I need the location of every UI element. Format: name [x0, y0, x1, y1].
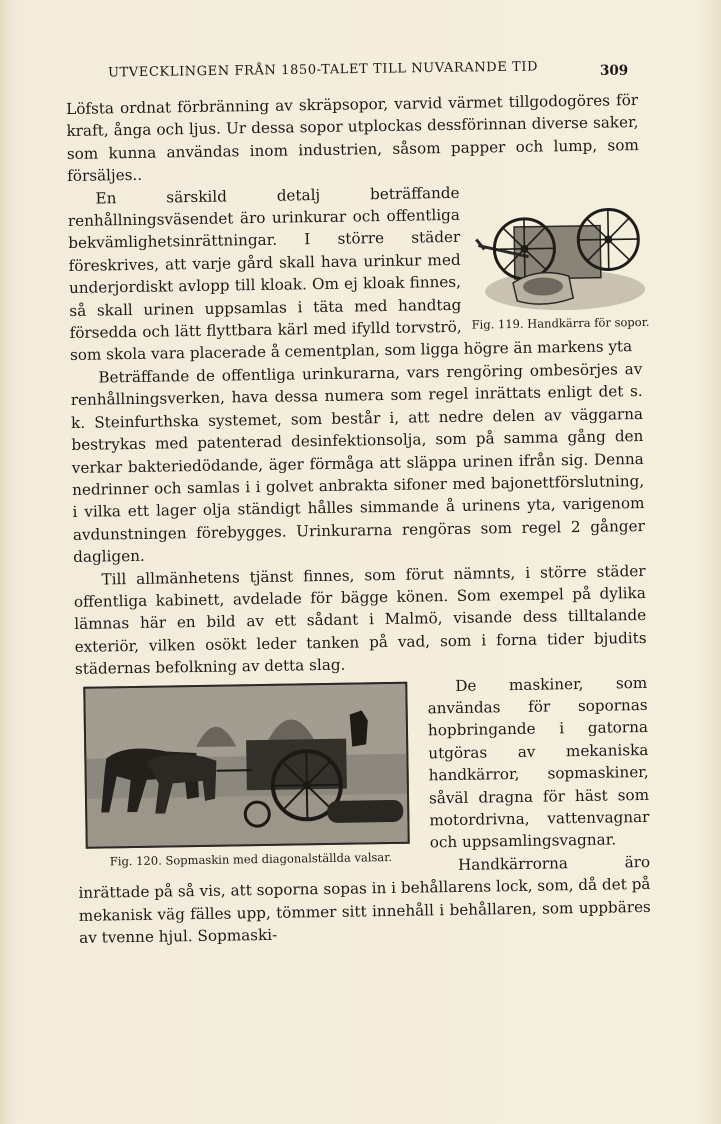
- figure-119: [467, 184, 651, 331]
- street-sweeper-photo: [83, 681, 410, 848]
- paragraph-4: Till allmänhetens tjänst finnes, som förut nämnts, i större städer offentliga kabinett, avdelade för bägge könen. Som exempel på dylika lämnas här en bild av ett sådant i Malmö, visande dess tilltalande exteriör, vilken osökt leder tanken på vad, som i forna tider bjudits städernas befolkning av detta slag.: [73, 561, 647, 679]
- paragraph-2: En särskild detalj beträffande renhållningsväsendet äro urinkurar och offentliga bekvämlighetsinrättningar. I större städer föreskrives, att varje gård skall hava urinkur med underjordiskt avlopp till kloak. Om ej kloak finnes, så skall urinen uppsamlas i täta med handtag försedda och lätt flyttbara kärl med ifylld torvströ, som skola vara placerade å cementplan, som ligga högre än markens yta: [67, 183, 633, 365]
- running-header: UTVECKLINGEN FRÅN 1850-TALET TILL NUVARANDE TID: [107, 59, 539, 81]
- page-number: 309: [600, 63, 629, 79]
- paragraph-3: Beträffande de offentliga urinkurarna, vars rengöring ombesörjes av renhållningsverken, hava dessa numera som regel inrättats enligt det s. k. Steinfurthska systemet, som består i, att nedre delen av väggarna bestrykas med patenterad desinfektionsolja, som på samma gång den verkar bakteriedödande, äger förmåga att släppa urinen ifrån sig. Denna nedrinner och samlas i i golvet anbrakta sifoner med bajonettförslutning, i vilka ett lager olja ständigt hålles simmande å urinens yta, varigenom avdunstningen förebygges. Urinkurarna rengöras som regel 2 gånger dagligen.: [70, 359, 645, 567]
- paragraph-4-start: [73, 559, 647, 680]
- paragraph-5: De maskiner, som användas för sopornas hopbringande i gatorna utgöras av mekaniska handkärror, sopmaskiner, såväl dragna för häst som motordrivna, vattenvagnar och uppsamlingsvagnar.: [427, 673, 650, 852]
- handcart-illustration: [467, 184, 651, 315]
- paragraph-1: Löfsta ordnat förbränning av skräpsopor, varvid värmet tillgodogöres för kraft, ånga och ljus. Ur dessa sopor utplockas dessförinnan diverse saker, som kunna användas inom industrien, såsom papper och lump, som försäljes..: [66, 91, 639, 186]
- paragraph-6: Handkärrorna äro inrättade på så vis, att soporna sopas in i behållarens lock, som, då det på mekanisk väg fälles upp, tömmer sitt innehåll i behållaren, som uppbäres av tvenne hjul. Sopmaski-: [78, 852, 651, 947]
- figure-120: [83, 681, 416, 868]
- figure-119-caption: Fig. 119. Handkärra för sopor.: [471, 314, 650, 332]
- body-text: [66, 89, 651, 949]
- figure-120-caption: Fig. 120. Sopmaskin med diagonalställda valsar.: [109, 849, 393, 868]
